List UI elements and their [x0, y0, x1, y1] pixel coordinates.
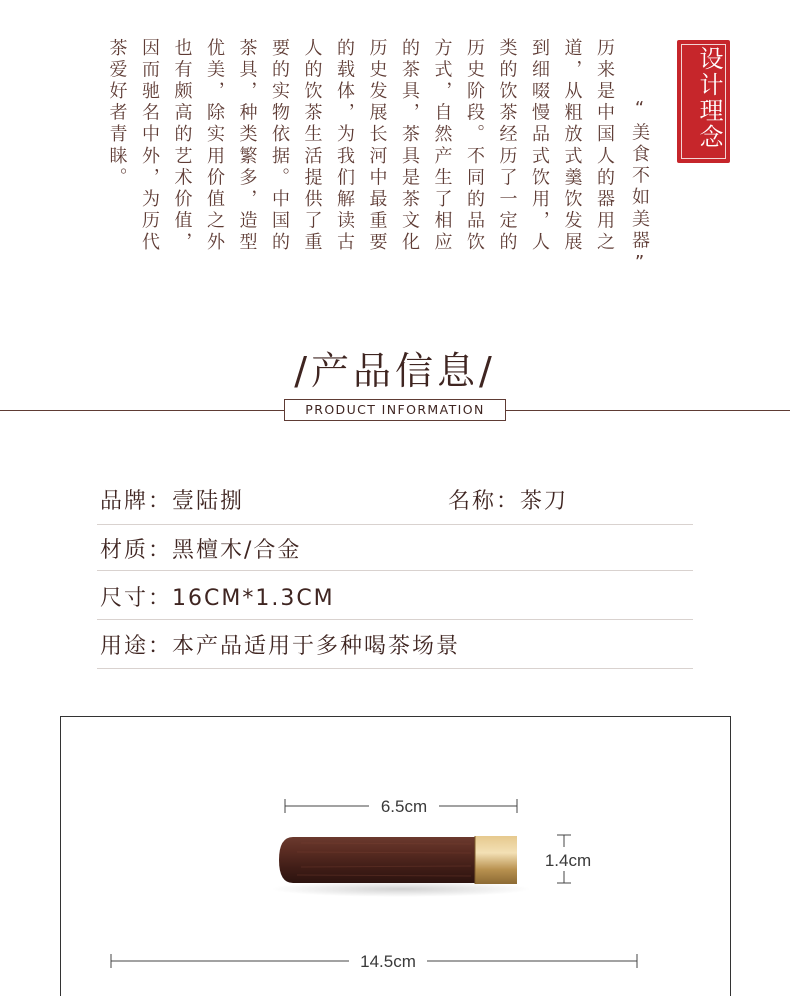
handle-length-label: 6.5cm	[380, 797, 428, 816]
size-row: 尺寸：16CM*1.3CM	[100, 586, 335, 611]
row-divider	[97, 668, 693, 669]
tea-knife-diagram	[61, 717, 732, 989]
name-row: 名称：茶刀	[448, 489, 569, 514]
row-divider	[97, 570, 693, 571]
design-text-column: 方式，自然产生了相应	[431, 38, 453, 254]
design-text-column: 的载体，为我们解读古	[334, 38, 355, 254]
section-title: /产品信息/	[294, 349, 496, 393]
material-row: 材质：黑檀木/合金	[100, 538, 302, 563]
tea-knife-handle	[271, 836, 531, 897]
design-text-column: 也有颇高的艺术价值，	[171, 38, 193, 254]
title-divider-right	[506, 410, 790, 411]
total-length-label: 14.5cm	[360, 952, 416, 971]
brand-row: 品牌：壹陆捌	[100, 489, 245, 514]
design-text-column: 茶具，种类繁多，造型	[236, 38, 258, 254]
total-length-dimension	[111, 952, 637, 971]
design-quote: “美食不如美器”	[629, 98, 650, 277]
design-text-column: 历来是中国人的器用之	[594, 38, 615, 254]
design-text-column: 优美，除实用价值之外	[204, 38, 225, 254]
design-text-column: 的茶具，茶具是茶文化	[399, 38, 420, 254]
diameter-dimension	[545, 835, 591, 883]
section-subtitle: PRODUCT INFORMATION	[284, 399, 506, 421]
design-text-column: 道，从粗放式羹饮发展	[561, 38, 583, 254]
diameter-label: 1.4cm	[544, 851, 592, 870]
seal-text: 设计理念	[695, 46, 723, 150]
row-divider	[97, 619, 693, 620]
design-text-column: 历史发展长河中最重要	[366, 38, 388, 254]
design-text-column: 到细啜慢品式饮用，人	[529, 38, 550, 254]
design-text-column: 茶爱好者青睐。	[106, 38, 128, 190]
title-divider-left	[0, 410, 284, 411]
design-text-column: 要的实物依据。中国的	[269, 38, 290, 254]
usage-row: 用途：本产品适用于多种喝茶场景	[100, 634, 461, 659]
design-text-column: 历史阶段。不同的品饮	[464, 38, 485, 254]
design-text-column: 因而驰名中外，为历代	[139, 38, 160, 254]
design-text-column: 人的饮茶生活提供了重	[301, 38, 323, 254]
handle-length-dimension	[285, 797, 517, 816]
dimension-diagram	[60, 716, 731, 996]
design-concept-seal	[677, 40, 730, 163]
design-text-column: 类的饮茶经历了一定的	[496, 38, 518, 254]
row-divider	[97, 524, 693, 525]
